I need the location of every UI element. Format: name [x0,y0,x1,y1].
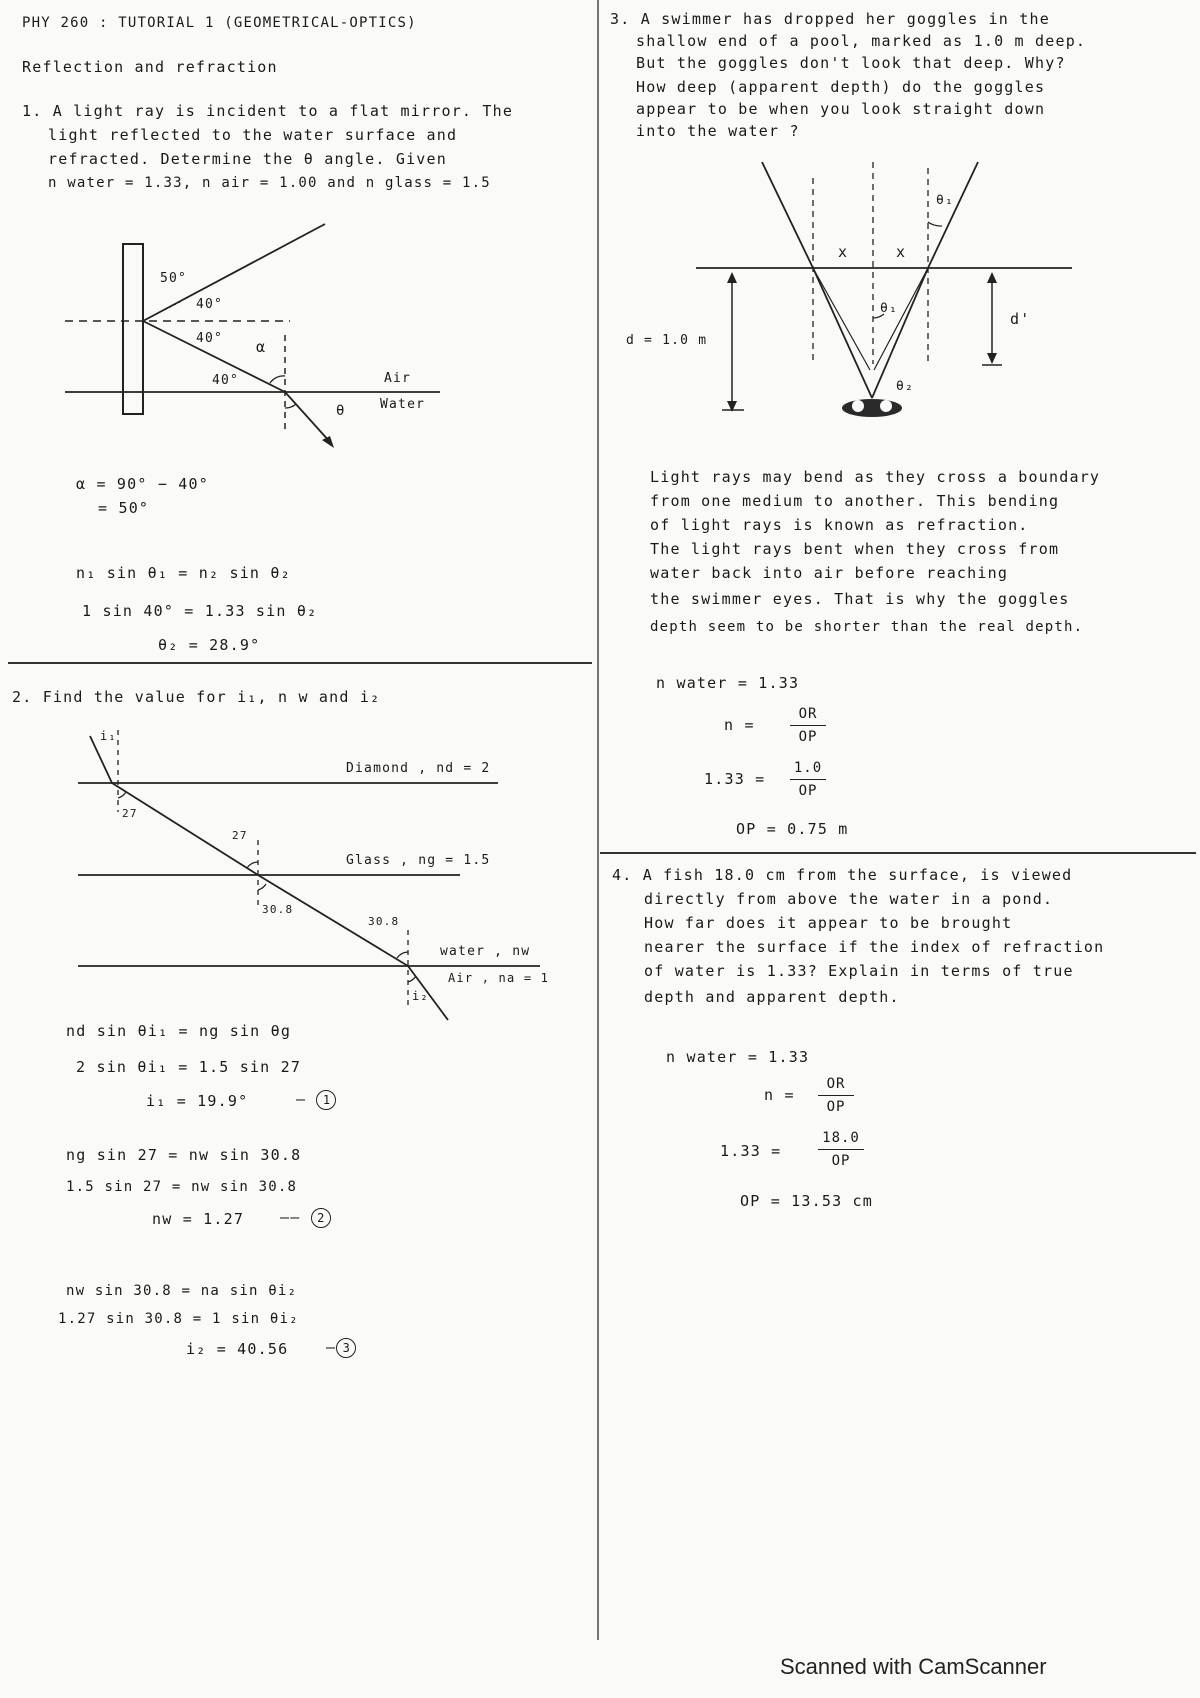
q3-theta1-center: θ₁ [880,301,899,316]
q2-angle-27-diamond: 27 [122,807,138,820]
water-ray-left [813,268,872,398]
q3-line-3: But the goggles don't look that deep. Why? [636,54,1066,72]
q1-angle-40-lower: 40° [196,331,224,346]
q1-line-2: light reflected to the water surface and [48,126,458,144]
q3-x-left: x [838,243,849,261]
goggle-lens-right [880,400,892,412]
q4-value-fraction [818,1130,864,1169]
q3-theta2-label: θ₂ [896,379,915,394]
q3-line-2: shallow end of a pool, marked as 1.0 m deep. [636,32,1087,50]
q4-line-5: of water is 1.33? Explain in terms of true [644,962,1074,980]
q3-line-6: into the water ? [636,122,800,140]
q1-work-substitute: 1 sin 40° = 1.33 sin θ₂ [82,602,318,620]
q4-line-1: 4. A fish 18.0 cm from the surface, is viewed [612,866,1073,884]
section-heading: Reflection and refraction [22,58,278,76]
q1-work-alpha-result: = 50° [98,499,150,517]
camscanner-footer: Scanned with CamScanner [780,1654,1047,1679]
q2-diamond-label: Diamond , nd = 2 [346,761,491,776]
q1-line-1: 1. A light ray is incident to a flat mirror. The [22,102,514,120]
q1-theta-label: θ [336,403,346,419]
q4-n-fraction [818,1076,854,1115]
real-depth-arrow-top [727,272,737,283]
q2-angle-308-water: 30.8 [368,915,400,928]
q2-work-7: nw sin 30.8 = na sin θi₂ [66,1283,298,1299]
q1-angle-50: 50° [160,271,188,286]
q3-nwater: n water = 1.33 [656,674,800,692]
q3-result: OP = 0.75 m [736,820,849,838]
q1-work-snell: n₁ sin θ₁ = n₂ sin θ₂ [76,564,291,582]
q3-line-1: 3. A swimmer has dropped her goggles in the [610,10,1050,28]
q4-n-lhs: n = [764,1086,795,1104]
q4-value-numerator: 18.0 [822,1130,860,1146]
answer-mark-3: 3 [336,1338,356,1358]
q3-theta1-top: θ₁ [936,193,955,208]
q1-line-3: refracted. Determine the θ angle. Given [48,150,447,168]
q3-n-lhs: n = [724,716,755,734]
page-title: PHY 260 : TUTORIAL 1 (GEOMETRICAL-OPTICS) [22,15,417,31]
q3-n-numerator: OR [798,706,818,722]
q2-air-label: Air , na = 1 [448,971,550,985]
q2-angle-27-glass: 27 [232,829,248,842]
q3-value-lhs: 1.33 = [704,770,766,788]
q2-work-2: 2 sin θi₁ = 1.5 sin 27 [76,1058,302,1076]
q1-air-label: Air [384,371,412,386]
q2-water-label: water , nw [440,944,531,959]
q2-i1-label: i₁ [100,729,117,743]
q2-mark-1: — 1 [296,1090,336,1110]
q3-explain-7: depth seem to be shorter than the real depth. [650,619,1084,635]
q2-mark-2: —— 2 [280,1208,331,1228]
q1-angle-40-surface: 40° [212,373,240,388]
q2-angle-308-glass: 30.8 [262,903,294,916]
q3-explain-2: from one medium to another. This bending [650,492,1060,510]
q3-line-4: How deep (apparent depth) do the goggles [636,78,1046,96]
q2-work-1: nd sin θi₁ = ng sin θg [66,1022,292,1040]
q4-n-denominator: OP [826,1099,846,1115]
q1-work-alpha: α = 90° − 40° [76,475,209,493]
goggle-lens-left [852,400,864,412]
theta-arc-top [928,222,942,226]
eye-ray-left [762,162,813,268]
q3-explain-4: The light rays bent when they cross from [650,540,1060,558]
answer-mark-1: 1 [316,1090,336,1110]
q4-line-3: How far does it appear to be brought [644,914,1013,932]
q3-explain-1: Light rays may bend as they cross a boundary [650,468,1101,486]
q1-water-label: Water [380,397,426,412]
q4-nwater: n water = 1.33 [666,1048,810,1066]
q2-prompt: 2. Find the value for i₁, n w and i₂ [12,688,381,706]
q2-i2-label: i₂ [412,989,429,1003]
q1-work-result: θ₂ = 28.9° [158,636,261,654]
q2-work-5: 1.5 sin 27 = nw sin 30.8 [66,1179,298,1195]
goggles [842,399,902,417]
q1-alpha-label: α [256,338,267,356]
q4-n-numerator: OR [826,1076,846,1092]
q4-value-lhs: 1.33 = [720,1142,782,1160]
apparent-ray-left [813,268,870,370]
eye-ray-right [928,162,978,268]
q3-x-right: x [896,243,907,261]
q4-value-denominator: OP [831,1153,851,1169]
apparent-depth-arrow-bottom [987,353,997,364]
q3-apparent-depth-label: d' [1010,310,1031,328]
q2-work-9: i₂ = 40.56 [186,1340,289,1358]
q3-explain-5: water back into air before reaching [650,564,1009,582]
apparent-depth-arrow-top [987,272,997,283]
q2-glass-label: Glass , ng = 1.5 [346,853,491,868]
q4-result: OP = 13.53 cm [740,1192,873,1210]
q2-work-3: i₁ = 19.9° [146,1092,249,1110]
apparent-ray-right [874,268,928,370]
q4-line-4: nearer the surface if the index of refraction [644,938,1105,956]
q2-mark-3: — 3 [326,1338,356,1358]
q1-angle-40-upper: 40° [196,297,224,312]
q3-n-fraction [790,706,826,745]
q2-work-8: 1.27 sin 30.8 = 1 sin θi₂ [58,1311,299,1327]
q3-depth-label: d = 1.0 m [626,333,708,348]
q1-line-4: n water = 1.33, n air = 1.00 and n glass = 1.5 [48,175,491,191]
q3-line-5: appear to be when you look straight down [636,100,1046,118]
q3-value-fraction [790,760,826,799]
q3-value-denominator: OP [798,783,818,799]
q3-value-numerator: 1.0 [793,760,823,776]
answer-mark-2: 2 [311,1208,331,1228]
q3-explain-3: of light rays is known as refraction. [650,516,1029,534]
q4-line-2: directly from above the water in a pond. [644,890,1054,908]
q4-line-6: depth and apparent depth. [644,988,900,1006]
q3-n-denominator: OP [798,729,818,745]
q2-work-6: nw = 1.27 [152,1210,245,1228]
q3-separator [600,852,1196,854]
q3-explain-6: the swimmer eyes. That is why the goggles [650,590,1070,608]
q2-work-4: ng sin 27 = nw sin 30.8 [66,1146,302,1164]
